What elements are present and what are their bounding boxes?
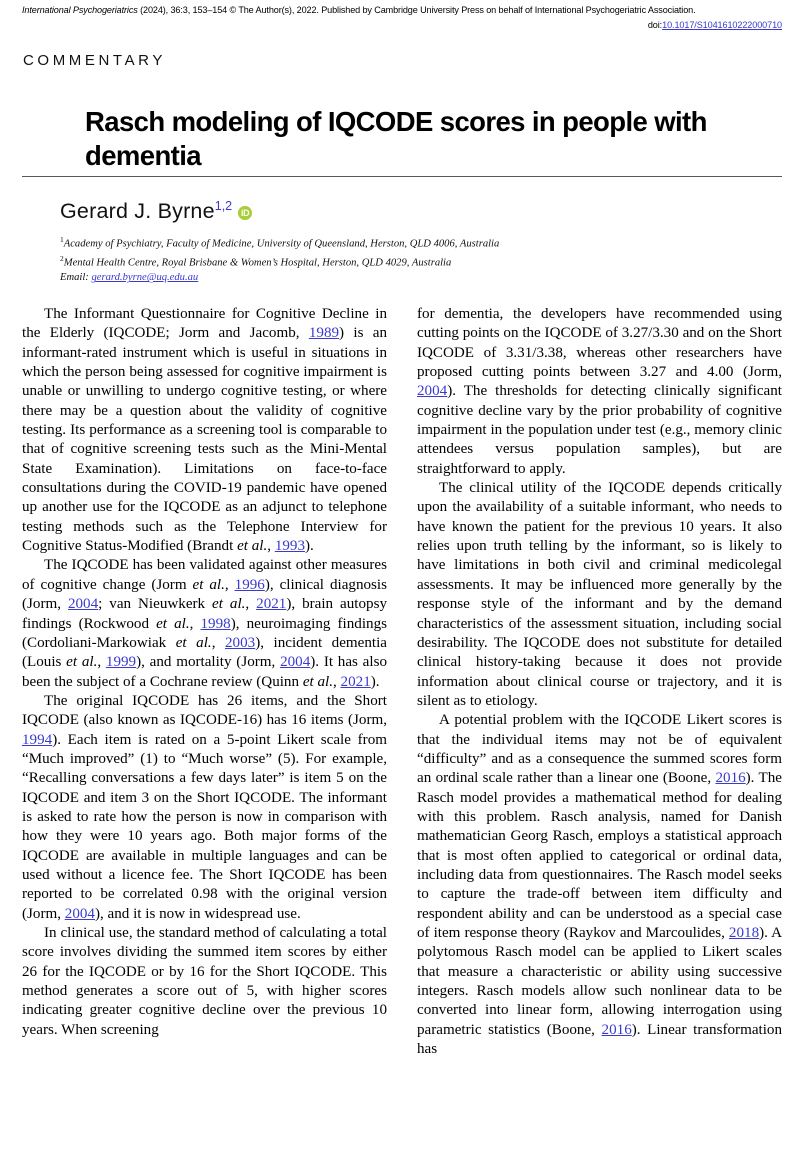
affiliation-2-text: Mental Health Centre, Royal Brisbane & Women’s Hospital, Herston, QLD 4029, Australia [63, 257, 452, 269]
italic-text: et al. [175, 634, 212, 651]
email-line [60, 271, 760, 285]
citation-link[interactable]: 2018 [728, 925, 760, 941]
body-text: The IQCODE has been validated against other measures of cognitive change (Jorm [22, 557, 387, 593]
body-text: ). A polytomous Rasch model can be applied to Likert scales that measure a characteristic or ability using successive integers. Rasch models allow such nonlinear data to be converted into linear form, allowing interrogation using parametric statistics (Boone, [417, 925, 782, 1038]
citation-link[interactable]: 2016 [715, 770, 746, 787]
body-text: ). [305, 538, 314, 555]
body-text: , [267, 538, 275, 555]
body-text: ), and mortality (Jorm, [136, 654, 281, 671]
body-text: ). Each item is rated on a 5-point Likert scale from “Much improved” (1) to “Much worse” (5). For example, “Recalling conversations a few days later” is item 5 on the IQCODE and item 3 on the Short IQCODE. The informant is asked to rate how the person is now in comparison with how they were 10 years ago. Both major forms of the IQCODE are available in multiple languages and can be used without a licence fee. The Short IQCODE has been reported to be correlated 0.98 with the original version (Jorm, [22, 731, 387, 922]
body-text: ), neuroimaging findings (Cordoliani-Markowiak [22, 615, 387, 651]
affiliation-2 [60, 252, 760, 271]
citation-link[interactable]: 2021 [340, 673, 371, 690]
orcid-icon[interactable]: iD [238, 206, 252, 220]
body-text: , [97, 654, 106, 671]
affiliation-1-mark: 1 [60, 235, 64, 244]
italic-text: et al. [66, 654, 98, 671]
doi-line [648, 19, 782, 31]
article-type-label: COMMENTARY [23, 52, 166, 69]
doi-label: doi: [647, 20, 663, 30]
body-text: , [245, 596, 257, 613]
body-text: The Informant Questionnaire for Cognitive Decline in the Elderly (IQCODE; Jorm and Jacomb, [22, 306, 387, 342]
body-text: ). Linear transformation has [417, 1021, 782, 1058]
affiliation-1 [60, 233, 760, 252]
body-text: , [211, 634, 225, 651]
citation-link[interactable]: 1993 [274, 538, 305, 555]
italic-text: et al. [237, 538, 268, 555]
body-text: The original IQCODE has 26 items, and the Short IQCODE (also known as IQCODE-16) has 16 items (Jorm, [22, 692, 387, 729]
running-head [22, 4, 782, 16]
page-title: Rasch modeling of IQCODE scores in people with dementia [85, 106, 707, 172]
citation-link[interactable]: 1996 [234, 576, 265, 593]
journal-name: International Psychogeriatrics [22, 5, 138, 15]
citation-link[interactable]: 1999 [105, 654, 137, 671]
author-byline [60, 199, 252, 224]
body-text: In clinical use, the standard method of calculating a total score involves dividing the summed item scores by either 26 for the IQCODE or by 16 for the Short IQCODE. This method generates a score out of 5, with higher scores indicating greater cognitive decline over the previous 10 years. When screening [22, 925, 387, 1038]
body-text: The clinical utility of the IQCODE depends critically upon the availability of a suitable informant, who needs to have known the patient for the previous 10 years. It also relies upon truth telling by the informant, so is likely to have limitations in both civil and criminal medicolegal assessments. It may be influenced more generally by the response style of the informant and by the demand characteristics of the assessment situation, including social desirability. The IQCODE does not substitute for detailed clinical history-taking because it does not provide information about clinical course or trajectory, and it is silent as to etiology. [417, 480, 782, 709]
citation-link[interactable]: 2004 [67, 596, 99, 613]
body-text: ), incident dementia (Louis [22, 634, 387, 671]
body-text: for dementia, the developers have recommended using cutting points on the IQCODE of 3.27/3.30 and on the Short IQCODE of 3.31/3.38, whereas other researchers have proposed cutting points between 3.27 and 4.00 (Jorm, [417, 306, 782, 381]
doi-link[interactable]: 10.1017/S1041610222000710 [662, 20, 782, 30]
body-text: ). The thresholds for detecting clinically significant cognitive decline vary by the prior probability of cognitive impairment in the population under test (e.g., memory clinic attendees versus population samples), but are straightforward to apply. [417, 383, 782, 477]
body-text: , [189, 615, 201, 632]
citation-link[interactable]: 1994 [22, 731, 53, 748]
italic-text: et al. [192, 576, 225, 593]
italic-text: et al. [302, 673, 333, 690]
body-text: ) is an informant-rated instrument which is useful in situations in which the person being assessed for cognitive impairment is unable or unwilling to undergo cognitive testing, or where there may be a question about the validity of cognitive testing. Its performance as a screening tool is comparable to that of cognitive screening tests such as the Mini-Mental State Examination). Limitations on face-to-face consultations during the COVID-19 pandemic have opened up another use for the IQCODE as an adjunct to telephone testing methods such as the Telephone Interview for Cognitive Status-Modified (Brandt [22, 325, 387, 555]
citation-link[interactable]: 1989 [308, 325, 340, 342]
email-link[interactable]: gerard.byrne@uq.edu.au [91, 272, 199, 284]
affiliation-block [60, 233, 760, 286]
journal-citation-info: (2024), 36:3, 153–154 © The Author(s), 2022. Published by Cambridge University Press on behalf of International Psychogeriatric Association. [137, 5, 696, 15]
body-paragraph [417, 305, 782, 479]
body-text: ). [370, 673, 380, 690]
body-paragraph [22, 924, 387, 1040]
citation-link[interactable]: 2004 [417, 383, 448, 400]
italic-text: et al. [212, 596, 246, 613]
citation-link[interactable]: 2021 [256, 596, 287, 613]
body-text: , [333, 673, 341, 690]
body-paragraph [417, 711, 782, 1059]
email-label: Email: [60, 272, 92, 284]
title-divider [22, 176, 782, 177]
body-text: A potential problem with the IQCODE Likert scores is that the individual items may not be of equivalent “difficulty” and as a consequence the summed scores form an ordinal scale rather than a linear one (Boone, [417, 712, 782, 787]
affiliation-2-mark: 2 [60, 253, 64, 263]
body-text: ; van Nieuwkerk [98, 596, 213, 613]
body-text: ), and it is now in widespread use. [94, 905, 301, 922]
body-paragraph [417, 479, 782, 711]
body-column-left [22, 305, 387, 1040]
citation-link[interactable]: 1998 [200, 615, 231, 632]
body-text: ). The Rasch model provides a mathematical method for dealing with this problem. Rasch analysis, named for Danish mathematician Georg Rasch, employs a statistical approach that is most often applied to categorical or ordinal data, including data from questionnaires. The Rasch model seeks to capture the trade-off between item difficulty and respondent ability and can be understood as a special case of item response theory (Raykov and Marcoulides, [417, 770, 782, 941]
italic-text: et al. [156, 615, 190, 632]
citation-link[interactable]: 2004 [64, 905, 95, 922]
author-affiliation-marks: 1,2 [214, 199, 233, 213]
author-name: Gerard J. Byrne [60, 199, 215, 224]
body-column-right [417, 305, 782, 1059]
body-text: ). It has also been the subject of a Cochrane review (Quinn [22, 654, 387, 690]
body-text: ), brain autopsy findings (Rockwood [22, 596, 387, 632]
citation-link[interactable]: 2016 [601, 1021, 632, 1038]
body-text: ), clinical diagnosis (Jorm, [22, 576, 387, 613]
body-text: , [224, 576, 235, 593]
citation-link[interactable]: 2004 [280, 654, 311, 671]
body-paragraph [22, 692, 387, 924]
body-paragraph [22, 305, 387, 556]
body-paragraph [22, 556, 387, 691]
citation-link[interactable]: 2003 [225, 634, 256, 651]
affiliation-1-text: Academy of Psychiatry, Faculty of Medicine, University of Queensland, Herston, QLD 4006, Australia [63, 238, 500, 250]
